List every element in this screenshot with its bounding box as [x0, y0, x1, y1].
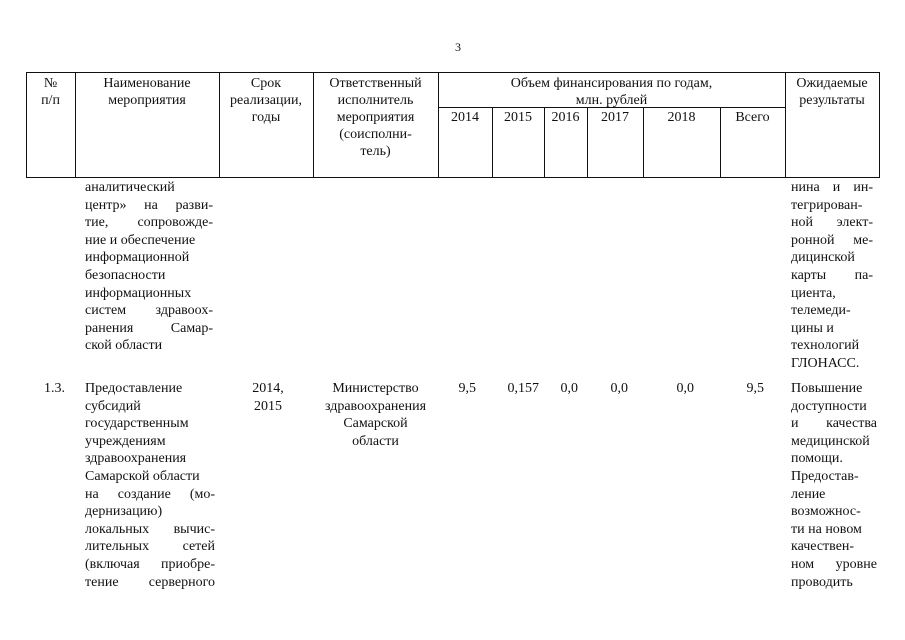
continued-result-word: ме- — [853, 232, 873, 248]
row-1-3-name-line — [85, 450, 215, 468]
continued-result-line — [791, 249, 873, 267]
row-1-3-result-word: доступности — [791, 398, 867, 414]
row-1-3-result-line — [791, 521, 877, 539]
continued-name-word: безопасности — [85, 267, 166, 283]
row-1-3-name-word: (мо- — [189, 486, 215, 502]
row-1-3-term: 2014, 2015 — [252, 381, 284, 414]
continued-result-word: ной — [791, 215, 813, 231]
header-term: Срок реализации, годы — [230, 76, 302, 125]
continued-result-line — [791, 267, 873, 285]
row-1-3-name-word: тение — [85, 574, 119, 590]
row-1-3-value-2017: 0,0 — [610, 381, 628, 396]
header-year-2017: 2017 — [601, 110, 629, 125]
continued-result-word: ин- — [853, 180, 873, 195]
row-1-3-name-word: локальных — [85, 521, 150, 537]
row-1-3-value-2018: 0,0 — [676, 381, 694, 396]
continued-name-word: Самар- — [170, 320, 213, 336]
row-1-3-result-word: качествен- — [791, 539, 855, 555]
continued-result-word: элект- — [836, 215, 873, 231]
row-1-3-name-word: создание — [117, 486, 171, 502]
continued-result-word: циента, — [791, 285, 836, 301]
row-1-3-name-word: здравоохранения — [85, 451, 187, 467]
header-total: Всего — [735, 110, 770, 125]
row-1-3-result-line — [791, 398, 877, 416]
row-1-3-name-word: (включая — [85, 556, 140, 572]
row-1-3-name-word: Предоставление — [85, 381, 183, 396]
continued-result-word: тегрирован- — [791, 197, 863, 213]
row-1-3-result-line — [791, 450, 877, 468]
row-1-3-name-line — [85, 468, 215, 486]
continued-name-word: сопровожде- — [137, 215, 213, 231]
row-1-3-result-word: качества — [826, 416, 877, 432]
row-1-3-value-2014: 9,5 — [458, 381, 476, 396]
page-number: 3 — [455, 40, 461, 54]
col-border-right — [879, 72, 880, 178]
row-1-3-result-line — [791, 380, 877, 398]
continued-result-line — [791, 355, 873, 373]
continued-name-line — [85, 285, 213, 303]
row-1-3-num: 1.3. — [44, 381, 65, 396]
continued-name-word: аналитический — [85, 180, 175, 195]
row-1-3-name-word: сетей — [182, 539, 215, 555]
row-1-3-value-2016: 0,0 — [560, 381, 578, 396]
continued-result-line — [791, 302, 873, 320]
row-1-3-name-word: учреждениям — [85, 433, 166, 449]
row-1-3-name-word: государственным — [85, 416, 189, 432]
row-1-3-name-line — [85, 433, 215, 451]
continued-name-line — [85, 320, 213, 338]
row-1-3-result-line — [791, 433, 877, 451]
continued-result-line — [791, 232, 873, 250]
row-1-3-result-word: Предостав- — [791, 468, 859, 484]
row-1-3-result-line — [791, 556, 877, 574]
row-1-3-result-word: ном — [791, 556, 815, 572]
row-1-3-result-word: возможнос- — [791, 504, 861, 520]
continued-result-line — [791, 214, 873, 232]
continued-name-line — [85, 179, 213, 197]
header-funding: Объем финансирования по годам, млн. рублей — [510, 76, 713, 108]
row-1-3-result-word: помощи. — [791, 451, 843, 467]
row-1-3-result-line — [791, 538, 877, 556]
row-1-3-name-line — [85, 415, 215, 433]
row-1-3-value-2015: 0,157 — [507, 381, 539, 396]
header-year-2015: 2015 — [504, 110, 532, 125]
row-1-3-name-word: вычис- — [173, 521, 215, 537]
continued-name-line — [85, 214, 213, 232]
continued-name-word: систем — [85, 303, 127, 319]
header-bottom-border — [26, 177, 880, 178]
continued-result-line — [791, 197, 873, 215]
continued-name-line — [85, 197, 213, 215]
header-year-2014: 2014 — [451, 110, 479, 125]
continued-result-word: па- — [854, 267, 873, 283]
continued-name-word: тие, — [85, 215, 109, 231]
continued-name-word: разви- — [175, 197, 213, 213]
row-1-3-name-line — [85, 538, 215, 556]
row-1-3-name-line — [85, 556, 215, 574]
row-1-3-result-line — [791, 486, 877, 504]
continued-name-word: ние и обеспечение — [85, 232, 196, 248]
row-1-3-value-total: 9,5 — [746, 381, 764, 396]
continued-result-line — [791, 285, 873, 303]
row-1-3-name-word: лительных — [85, 539, 150, 555]
continued-result-word: телемеди- — [791, 303, 851, 319]
row-1-3-result-word: и — [791, 416, 799, 432]
row-1-3-result-word: медицинской — [791, 433, 870, 449]
continued-result-word: ронной — [791, 232, 835, 248]
row-1-3-name-line — [85, 503, 215, 521]
continued-row-results — [791, 179, 873, 373]
continued-name-word: ранения — [85, 320, 134, 336]
row-1-3-result-line — [791, 415, 877, 433]
continued-result-word: технологий — [791, 338, 860, 354]
row-1-3-name-word: Самарской области — [85, 468, 200, 484]
continued-name-word: здравоох- — [155, 303, 213, 319]
row-1-3-name-line — [85, 398, 215, 416]
continued-name-line — [85, 337, 213, 355]
continued-row-name — [85, 179, 213, 355]
row-1-3-name-line — [85, 380, 215, 398]
row-1-3-name-line — [85, 574, 215, 592]
continued-name-word: ской области — [85, 338, 163, 354]
row-1-3-result-line — [791, 468, 877, 486]
continued-result-word: нина — [791, 180, 820, 195]
header-executor: Ответственный исполнитель мероприятия (соисполни- тель) — [329, 76, 422, 159]
header-num: № п/п — [41, 76, 60, 108]
continued-result-word: цины и — [791, 320, 834, 336]
continued-name-word: на — [144, 197, 158, 213]
continued-name-word: центр» — [85, 197, 127, 213]
continued-name-line — [85, 302, 213, 320]
row-1-3-name-line — [85, 521, 215, 539]
header-name: Наименование мероприятия — [103, 76, 191, 108]
continued-result-line — [791, 179, 873, 197]
row-1-3-result-line — [791, 574, 877, 592]
row-1-3-results — [791, 380, 877, 591]
continued-result-word: и — [832, 180, 841, 195]
row-1-3-result-word: ти на новом — [791, 521, 862, 537]
header-results: Ожидаемые результаты — [796, 76, 868, 108]
continued-result-word: ГЛОНАСС. — [791, 355, 860, 371]
row-1-3-name-word: серверного — [148, 574, 215, 590]
continued-name-word: информационной — [85, 250, 190, 266]
continued-result-line — [791, 320, 873, 338]
row-1-3-result-word: проводить — [791, 574, 853, 590]
row-1-3-name-word: на — [85, 486, 99, 502]
row-1-3-name-word: приобре- — [161, 556, 215, 572]
row-1-3-name-word: дернизацию) — [85, 504, 163, 520]
row-1-3-result-word: ление — [791, 486, 826, 502]
continued-name-line — [85, 232, 213, 250]
continued-name-word: информационных — [85, 285, 192, 301]
row-1-3-name-word: субсидий — [85, 398, 141, 414]
continued-name-line — [85, 249, 213, 267]
row-1-3-result-line — [791, 503, 877, 521]
continued-result-word: дицинской — [791, 250, 855, 266]
row-1-3-name-line — [85, 486, 215, 504]
table-top-border — [26, 72, 880, 73]
row-1-3-result-word: уровне — [835, 556, 877, 572]
row-1-3-name — [85, 380, 215, 591]
continued-result-line — [791, 337, 873, 355]
row-1-3-result-word: Повышение — [791, 381, 863, 396]
row-1-3-executor: Министерство здравоохранения Самарской области — [324, 381, 427, 449]
continued-result-word: карты — [791, 267, 827, 283]
header-year-2016: 2016 — [551, 110, 580, 125]
header-year-2018: 2018 — [667, 110, 696, 125]
continued-name-line — [85, 267, 213, 285]
